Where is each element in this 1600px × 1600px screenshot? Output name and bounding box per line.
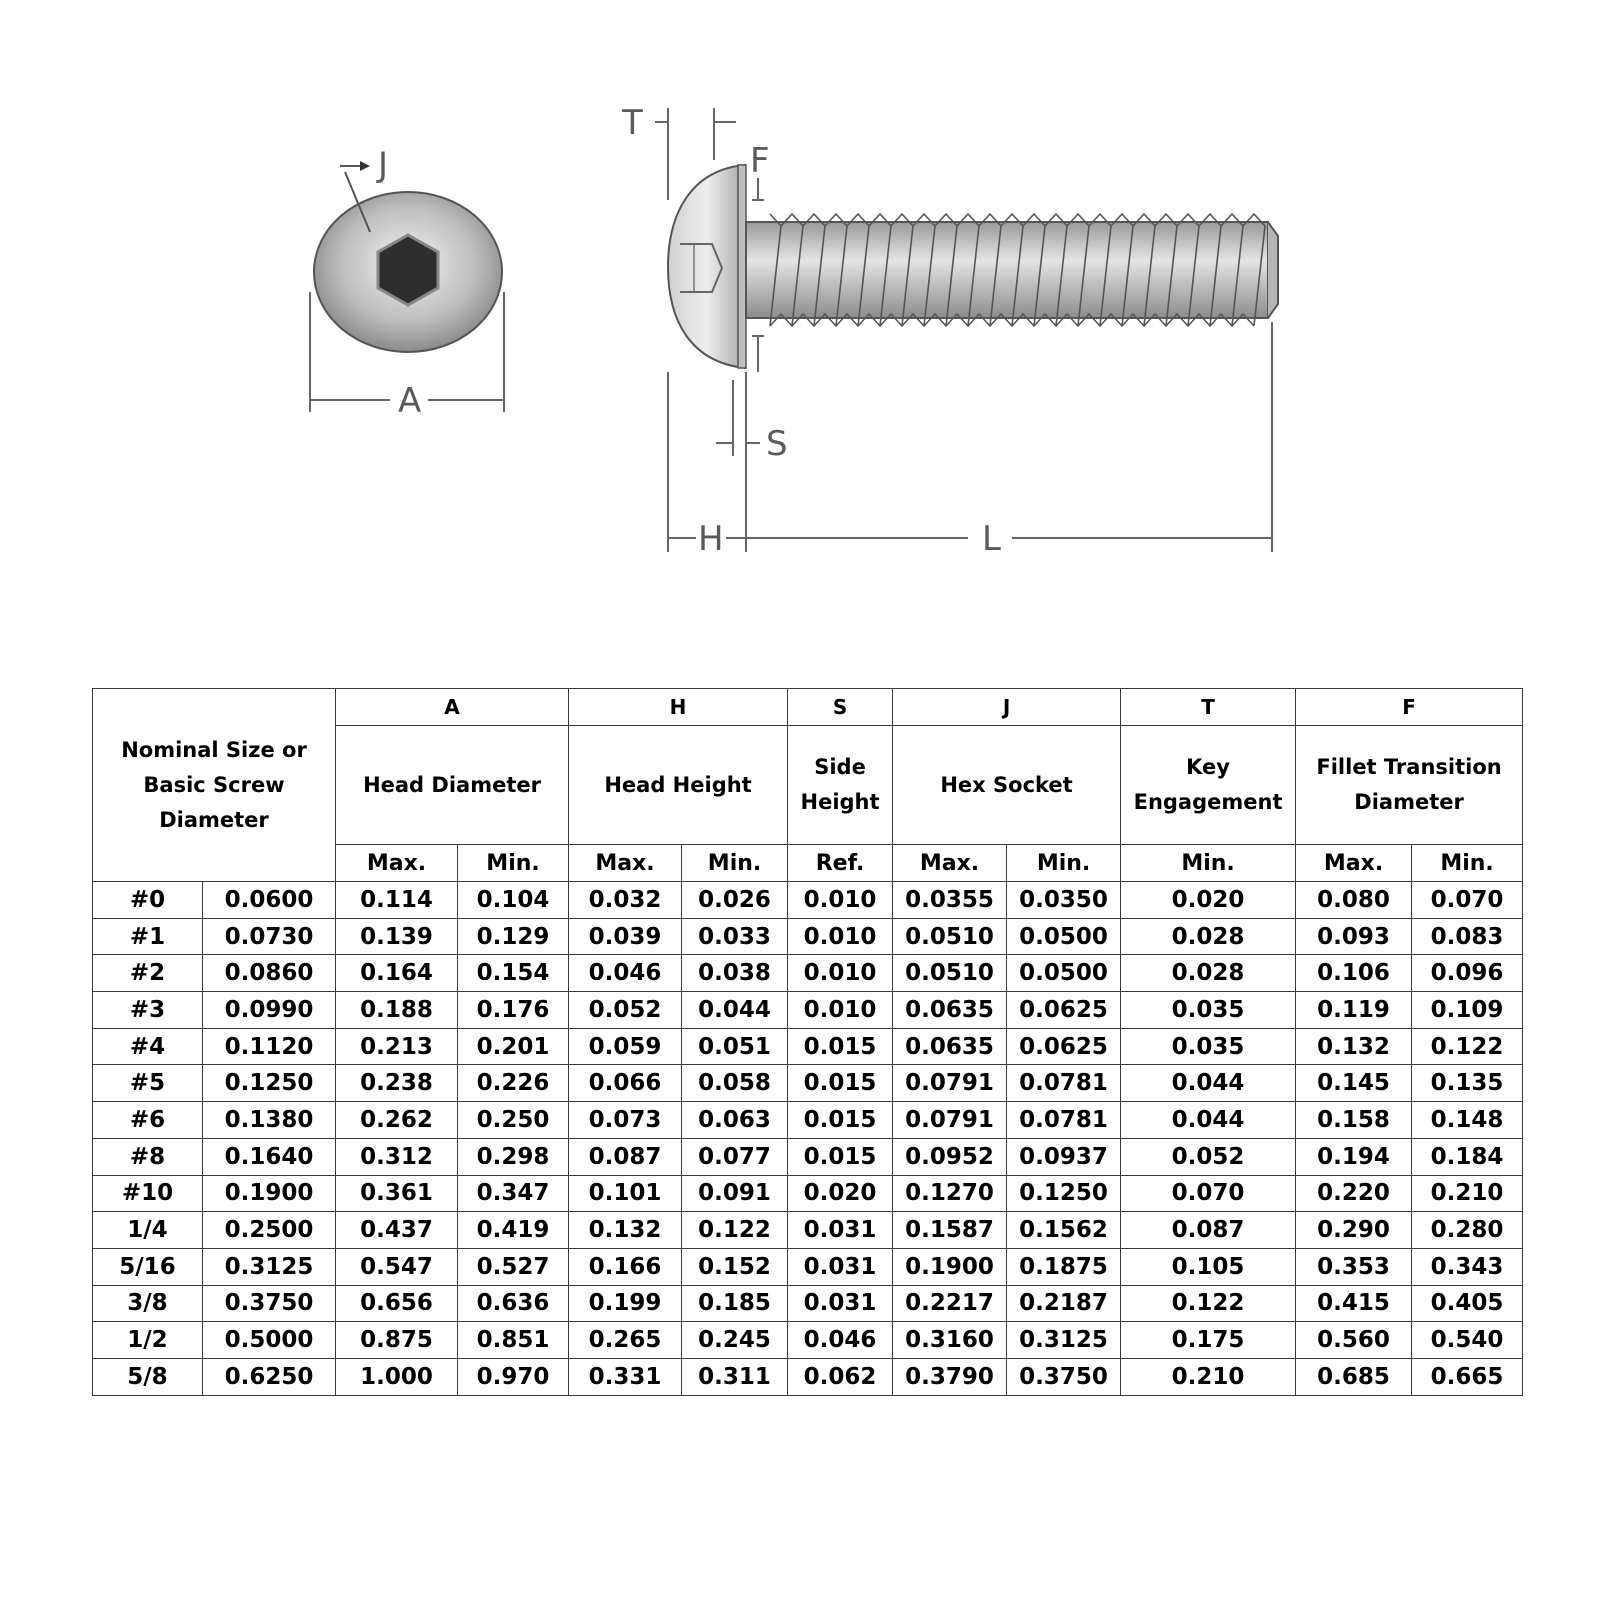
value-cell: 0.010 [788, 955, 893, 992]
value-cell: 0.199 [569, 1285, 682, 1322]
value-cell: 0.415 [1296, 1285, 1412, 1322]
value-cell: 0.166 [569, 1248, 682, 1285]
value-cell: 0.062 [788, 1358, 893, 1395]
sub-f-max: Max. [1296, 845, 1412, 882]
value-cell: 0.070 [1412, 882, 1523, 919]
value-cell: 0.105 [1121, 1248, 1296, 1285]
value-cell: 0.026 [682, 882, 788, 919]
screw-side-view [621, 103, 1278, 559]
value-cell: 0.087 [1121, 1212, 1296, 1249]
value-cell: 0.010 [788, 882, 893, 919]
sub-s-ref: Ref. [788, 845, 893, 882]
value-cell: 0.020 [788, 1175, 893, 1212]
value-cell: 0.213 [336, 1028, 458, 1065]
nominal-size-cell: 3/8 [93, 1285, 203, 1322]
basic-diameter-cell: 0.1120 [203, 1028, 336, 1065]
table-row [93, 992, 1523, 1029]
value-cell: 0.114 [336, 882, 458, 919]
value-cell: 0.0791 [893, 1065, 1007, 1102]
value-cell: 0.044 [1121, 1065, 1296, 1102]
table-row [93, 1065, 1523, 1102]
sub-t-min: Min. [1121, 845, 1296, 882]
group-desc-head-diameter [336, 726, 569, 845]
nominal-size-cell: 5/16 [93, 1248, 203, 1285]
table-row [93, 955, 1523, 992]
value-cell: 0.0510 [893, 918, 1007, 955]
value-cell: 0.0952 [893, 1138, 1007, 1175]
value-cell: 0.262 [336, 1102, 458, 1139]
value-cell: 0.077 [682, 1138, 788, 1175]
value-cell: 0.1875 [1007, 1248, 1121, 1285]
value-cell: 0.0625 [1007, 992, 1121, 1029]
basic-diameter-cell: 0.1640 [203, 1138, 336, 1175]
value-cell: 0.290 [1296, 1212, 1412, 1249]
value-cell: 0.033 [682, 918, 788, 955]
sub-h-min: Min. [682, 845, 788, 882]
value-cell: 0.031 [788, 1212, 893, 1249]
value-cell: 0.185 [682, 1285, 788, 1322]
value-cell: 0.343 [1412, 1248, 1523, 1285]
value-cell: 0.122 [1121, 1285, 1296, 1322]
value-cell: 0.560 [1296, 1322, 1412, 1359]
value-cell: 0.2217 [893, 1285, 1007, 1322]
value-cell: 1.000 [336, 1358, 458, 1395]
value-cell: 0.132 [569, 1212, 682, 1249]
group-desc-key-engagement [1121, 726, 1296, 845]
value-cell: 0.665 [1412, 1358, 1523, 1395]
value-cell: 0.0781 [1007, 1065, 1121, 1102]
table-row [93, 1138, 1523, 1175]
value-cell: 0.122 [682, 1212, 788, 1249]
value-cell: 0.0635 [893, 992, 1007, 1029]
value-cell: 0.080 [1296, 882, 1412, 919]
value-cell: 0.361 [336, 1175, 458, 1212]
value-cell: 0.176 [458, 992, 569, 1029]
value-cell: 0.0500 [1007, 955, 1121, 992]
nominal-size-cell: #10 [93, 1175, 203, 1212]
value-cell: 0.096 [1412, 955, 1523, 992]
nominal-size-cell: #6 [93, 1102, 203, 1139]
basic-diameter-cell: 0.1250 [203, 1065, 336, 1102]
basic-diameter-cell: 0.3125 [203, 1248, 336, 1285]
value-cell: 0.154 [458, 955, 569, 992]
group-desc-hex-socket [893, 726, 1121, 845]
value-cell: 0.220 [1296, 1175, 1412, 1212]
basic-diameter-cell: 0.2500 [203, 1212, 336, 1249]
label-f: F [750, 141, 770, 181]
nominal-header-line-1: Nominal Size or [121, 737, 307, 762]
basic-diameter-cell: 0.5000 [203, 1322, 336, 1359]
table-row [93, 1102, 1523, 1139]
value-cell: 0.119 [1296, 992, 1412, 1029]
value-cell: 0.0781 [1007, 1102, 1121, 1139]
value-cell: 0.265 [569, 1322, 682, 1359]
value-cell: 0.148 [1412, 1102, 1523, 1139]
value-cell: 0.015 [788, 1065, 893, 1102]
value-cell: 0.038 [682, 955, 788, 992]
basic-diameter-cell: 0.1900 [203, 1175, 336, 1212]
value-cell: 0.020 [1121, 882, 1296, 919]
label-l: L [982, 519, 1001, 559]
nominal-size-cell: #0 [93, 882, 203, 919]
value-cell: 0.0510 [893, 955, 1007, 992]
value-cell: 0.2187 [1007, 1285, 1121, 1322]
value-cell: 0.052 [1121, 1138, 1296, 1175]
value-cell: 0.0350 [1007, 882, 1121, 919]
value-cell: 0.046 [788, 1322, 893, 1359]
table-row [93, 1358, 1523, 1395]
value-cell: 0.164 [336, 955, 458, 992]
sub-a-max: Max. [336, 845, 458, 882]
nominal-size-cell: #1 [93, 918, 203, 955]
value-cell: 0.031 [788, 1285, 893, 1322]
desc-line: Fillet Transition [1316, 755, 1502, 779]
nominal-size-cell: 1/4 [93, 1212, 203, 1249]
value-cell: 0.139 [336, 918, 458, 955]
value-cell: 0.0500 [1007, 918, 1121, 955]
value-cell: 0.028 [1121, 955, 1296, 992]
value-cell: 0.122 [1412, 1028, 1523, 1065]
table-row [93, 1175, 1523, 1212]
nominal-size-header [93, 689, 336, 882]
value-cell: 0.015 [788, 1102, 893, 1139]
sub-f-min: Min. [1412, 845, 1523, 882]
value-cell: 0.280 [1412, 1212, 1523, 1249]
group-desc-side-height [788, 726, 893, 845]
basic-diameter-cell: 0.1380 [203, 1102, 336, 1139]
nominal-size-cell: 5/8 [93, 1358, 203, 1395]
sub-h-max: Max. [569, 845, 682, 882]
value-cell: 0.194 [1296, 1138, 1412, 1175]
table-row [93, 918, 1523, 955]
value-cell: 0.073 [569, 1102, 682, 1139]
nominal-size-cell: 1/2 [93, 1322, 203, 1359]
desc-line: Engagement [1133, 790, 1283, 814]
basic-diameter-cell: 0.0730 [203, 918, 336, 955]
nominal-size-cell: #4 [93, 1028, 203, 1065]
value-cell: 0.059 [569, 1028, 682, 1065]
value-cell: 0.188 [336, 992, 458, 1029]
basic-diameter-cell: 0.0990 [203, 992, 336, 1029]
value-cell: 0.104 [458, 882, 569, 919]
value-cell: 0.312 [336, 1138, 458, 1175]
value-cell: 0.347 [458, 1175, 569, 1212]
value-cell: 0.3750 [1007, 1358, 1121, 1395]
group-letter-a: A [336, 689, 569, 726]
value-cell: 0.201 [458, 1028, 569, 1065]
value-cell: 0.331 [569, 1358, 682, 1395]
value-cell: 0.035 [1121, 992, 1296, 1029]
value-cell: 0.419 [458, 1212, 569, 1249]
value-cell: 0.035 [1121, 1028, 1296, 1065]
label-a: A [398, 381, 422, 421]
value-cell: 0.0625 [1007, 1028, 1121, 1065]
value-cell: 0.250 [458, 1102, 569, 1139]
group-desc-head-height [569, 726, 788, 845]
nominal-header-line-3: Diameter [159, 807, 269, 832]
value-cell: 0.046 [569, 955, 682, 992]
basic-diameter-cell: 0.0600 [203, 882, 336, 919]
value-cell: 0.1270 [893, 1175, 1007, 1212]
spec-table-body [93, 882, 1523, 1396]
value-cell: 0.028 [1121, 918, 1296, 955]
sub-j-max: Max. [893, 845, 1007, 882]
value-cell: 0.1900 [893, 1248, 1007, 1285]
value-cell: 0.238 [336, 1065, 458, 1102]
desc-line: Side [814, 755, 866, 779]
value-cell: 0.0355 [893, 882, 1007, 919]
value-cell: 0.527 [458, 1248, 569, 1285]
value-cell: 0.685 [1296, 1358, 1412, 1395]
value-cell: 0.044 [1121, 1102, 1296, 1139]
table-row [93, 1028, 1523, 1065]
value-cell: 0.0635 [893, 1028, 1007, 1065]
value-cell: 0.245 [682, 1322, 788, 1359]
value-cell: 0.051 [682, 1028, 788, 1065]
value-cell: 0.010 [788, 992, 893, 1029]
label-h: H [698, 519, 724, 559]
value-cell: 0.184 [1412, 1138, 1523, 1175]
value-cell: 0.0937 [1007, 1138, 1121, 1175]
sub-j-min: Min. [1007, 845, 1121, 882]
label-j: J [378, 145, 389, 185]
value-cell: 0.0791 [893, 1102, 1007, 1139]
value-cell: 0.063 [682, 1102, 788, 1139]
hex-socket-icon [378, 235, 438, 305]
value-cell: 0.158 [1296, 1102, 1412, 1139]
value-cell: 0.070 [1121, 1175, 1296, 1212]
value-cell: 0.015 [788, 1028, 893, 1065]
value-cell: 0.145 [1296, 1065, 1412, 1102]
value-cell: 0.093 [1296, 918, 1412, 955]
value-cell: 0.547 [336, 1248, 458, 1285]
table-row [93, 1285, 1523, 1322]
group-letter-j: J [893, 689, 1121, 726]
value-cell: 0.3790 [893, 1358, 1007, 1395]
value-cell: 0.087 [569, 1138, 682, 1175]
value-cell: 0.058 [682, 1065, 788, 1102]
nominal-header-line-2: Basic Screw [143, 772, 285, 797]
sub-a-min: Min. [458, 845, 569, 882]
value-cell: 0.210 [1412, 1175, 1523, 1212]
value-cell: 0.066 [569, 1065, 682, 1102]
value-cell: 0.311 [682, 1358, 788, 1395]
head-top-view [310, 145, 504, 421]
value-cell: 0.152 [682, 1248, 788, 1285]
value-cell: 0.210 [1121, 1358, 1296, 1395]
desc-line: Head Height [604, 772, 752, 797]
value-cell: 0.298 [458, 1138, 569, 1175]
label-s: S [766, 424, 788, 464]
value-cell: 0.106 [1296, 955, 1412, 992]
value-cell: 0.437 [336, 1212, 458, 1249]
value-cell: 0.851 [458, 1322, 569, 1359]
table-row [93, 882, 1523, 919]
group-letter-s: S [788, 689, 893, 726]
basic-diameter-cell: 0.3750 [203, 1285, 336, 1322]
value-cell: 0.032 [569, 882, 682, 919]
value-cell: 0.031 [788, 1248, 893, 1285]
desc-line: Head Diameter [363, 772, 541, 797]
value-cell: 0.091 [682, 1175, 788, 1212]
value-cell: 0.3160 [893, 1322, 1007, 1359]
value-cell: 0.1587 [893, 1212, 1007, 1249]
basic-diameter-cell: 0.6250 [203, 1358, 336, 1395]
desc-line: Hex Socket [940, 772, 1073, 797]
value-cell: 0.109 [1412, 992, 1523, 1029]
value-cell: 0.3125 [1007, 1322, 1121, 1359]
value-cell: 0.636 [458, 1285, 569, 1322]
value-cell: 0.656 [336, 1285, 458, 1322]
value-cell: 0.405 [1412, 1285, 1523, 1322]
desc-line: Key [1186, 755, 1230, 779]
group-letter-h: H [569, 689, 788, 726]
value-cell: 0.083 [1412, 918, 1523, 955]
value-cell: 0.1562 [1007, 1212, 1121, 1249]
spec-table [92, 688, 1523, 1396]
value-cell: 0.175 [1121, 1322, 1296, 1359]
group-letter-f: F [1296, 689, 1523, 726]
nominal-size-cell: #2 [93, 955, 203, 992]
group-desc-fillet-transition [1296, 726, 1523, 845]
value-cell: 0.540 [1412, 1322, 1523, 1359]
value-cell: 0.135 [1412, 1065, 1523, 1102]
nominal-size-cell: #5 [93, 1065, 203, 1102]
basic-diameter-cell: 0.0860 [203, 955, 336, 992]
value-cell: 0.010 [788, 918, 893, 955]
screw-diagram [0, 0, 1600, 620]
value-cell: 0.1250 [1007, 1175, 1121, 1212]
value-cell: 0.101 [569, 1175, 682, 1212]
value-cell: 0.039 [569, 918, 682, 955]
table-row [93, 1248, 1523, 1285]
value-cell: 0.132 [1296, 1028, 1412, 1065]
desc-line: Height [800, 790, 880, 814]
value-cell: 0.015 [788, 1138, 893, 1175]
value-cell: 0.052 [569, 992, 682, 1029]
value-cell: 0.226 [458, 1065, 569, 1102]
value-cell: 0.044 [682, 992, 788, 1029]
value-cell: 0.970 [458, 1358, 569, 1395]
label-t: T [622, 103, 643, 143]
desc-line: Diameter [1354, 790, 1464, 814]
value-cell: 0.353 [1296, 1248, 1412, 1285]
nominal-size-cell: #8 [93, 1138, 203, 1175]
table-row [93, 1212, 1523, 1249]
value-cell: 0.129 [458, 918, 569, 955]
table-row [93, 1322, 1523, 1359]
group-letter-t: T [1121, 689, 1296, 726]
nominal-size-cell: #3 [93, 992, 203, 1029]
value-cell: 0.875 [336, 1322, 458, 1359]
spec-table-container [92, 688, 1512, 1396]
